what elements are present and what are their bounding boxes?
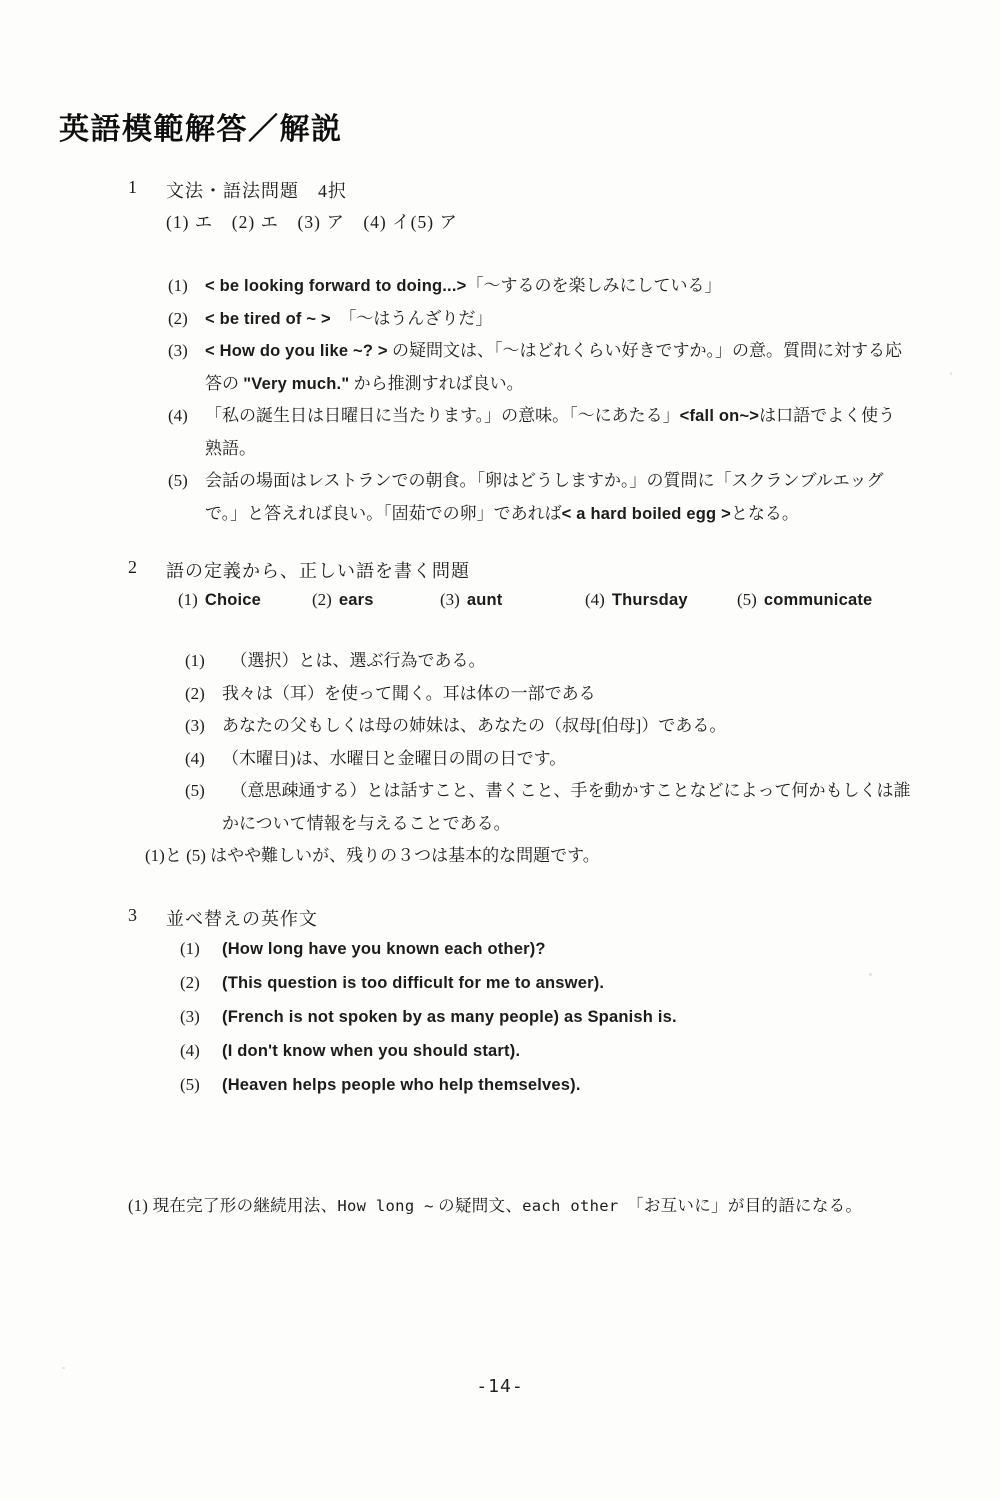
english-phrase: How long ~: [337, 1197, 434, 1215]
item-number: (5): [185, 781, 205, 800]
item-number: (1): [180, 939, 200, 958]
explanation-continuation: [0, 433, 1000, 466]
item-number: (4): [185, 748, 205, 768]
item-number: (1): [178, 590, 198, 609]
footer-note: [128, 1192, 862, 1216]
english-phrase: <fall on~>: [679, 407, 760, 425]
item-number: (5): [168, 471, 188, 490]
japanese-text: あなたの父もしくは母の姉妹は、あなたの（叔母[伯母]）である。: [222, 716, 727, 735]
japanese-text: となる。: [730, 503, 799, 523]
english-sentence: (How long have you known each other)?: [222, 940, 546, 958]
japanese-text: 熟語。: [205, 438, 256, 458]
english-sentence: (This question is too difficult for me to answer).: [222, 974, 605, 992]
item-number: (3): [168, 341, 188, 360]
japanese-text: 「私の誕生日は日曜日に当たります。」の意味。「～にあたる」: [205, 406, 680, 425]
japanese-text: 「～はうんざりだ」: [330, 308, 493, 328]
explanation-item: [0, 303, 1000, 336]
japanese-text: 「お互いに」が目的語になる。: [618, 1196, 863, 1215]
section-3-number: 3: [128, 905, 137, 925]
section-2-number: 2: [128, 557, 137, 577]
section-2-explanations: [0, 645, 1000, 873]
japanese-text: で。」と答えれば良い。「固茹での卵」であれば: [205, 503, 562, 523]
explanation-item: [0, 335, 1000, 368]
answer-item: [440, 590, 502, 610]
section-1-answer-line: (1) エ (2) エ (3) ア (4) イ(5) ア: [166, 212, 458, 232]
japanese-text: 「～するのを楽しみにしている」: [466, 276, 722, 295]
section-1-explanations: [0, 270, 1000, 530]
japanese-text: （選択）とは、選ぶ行為である。: [222, 651, 486, 670]
section-2-heading: 語の定義から、正しい語を書く問題: [166, 561, 470, 581]
answer-sentence-row: [0, 932, 1000, 966]
japanese-text: から推測すれば良い。: [349, 373, 524, 393]
explanation-item: [0, 710, 1000, 743]
japanese-text: の疑問文は、「～はどれくらい好きですか。」の意。質問に対する応: [387, 341, 902, 360]
answer-item: [178, 590, 261, 610]
english-phrase: < be looking forward to doing...>: [205, 277, 467, 295]
item-number: (2): [185, 683, 205, 703]
japanese-text: かについて情報を与えることである。: [222, 813, 511, 833]
english-phrase: "Very much.": [243, 374, 350, 393]
item-number: (1): [185, 651, 205, 670]
japanese-text: 会話の場面はレストランでの朝食。「卵はどうしますか。」の質問に「スクランブルエッグ: [205, 471, 884, 490]
japanese-text: は口語でよく使う: [759, 406, 896, 425]
item-number: (4): [180, 1041, 200, 1060]
english-phrase: < How do you like ~? >: [205, 342, 388, 360]
scan-speck: [62, 1367, 65, 1369]
item-number: (3): [440, 590, 460, 609]
explanation-item: [0, 465, 1000, 498]
item-number: (2): [312, 590, 332, 609]
english-phrase: < a hard boiled egg >: [561, 504, 731, 523]
explanation-continuation: [0, 368, 1000, 401]
japanese-text: の疑問文、: [433, 1196, 523, 1215]
english-sentence: (I don't know when you should start).: [222, 1042, 521, 1060]
explanation-item: [0, 678, 1000, 711]
item-number: (1): [128, 1196, 149, 1215]
english-phrase: each other: [522, 1197, 619, 1215]
answer-item: [585, 590, 688, 610]
answer-sentence-row: [0, 1000, 1000, 1034]
page-title: 英語模範解答／解説: [59, 113, 343, 146]
item-number: (1): [168, 276, 188, 295]
english-sentence: (French is not spoken by as many people) as Spanish is.: [222, 1008, 677, 1026]
explanation-item: [0, 645, 1000, 678]
explanation-item: [0, 743, 1000, 776]
answer-sentence-row: [0, 1034, 1000, 1068]
english-sentence: (Heaven helps people who help themselves).: [222, 1076, 581, 1094]
section-3-heading: 並べ替えの英作文: [166, 909, 318, 929]
answer-word: communicate: [763, 591, 873, 609]
section-1-number: 1: [128, 177, 137, 197]
japanese-text: （木曜日)は、水曜日と金曜日の間の日です。: [222, 748, 567, 768]
japanese-text: 我々は（耳）を使って聞く。耳は体の一部である: [222, 683, 596, 703]
explanation-continuation: [0, 498, 1000, 531]
answer-item: [312, 590, 374, 610]
japanese-text: 現在完了形の継続用法、: [152, 1196, 338, 1215]
item-number: (2): [168, 308, 188, 328]
scan-speck: [869, 973, 872, 976]
japanese-text: （意思疎通する）とは話すこと、書くこと、手を動かすことなどによって何かもしくは誰: [222, 781, 911, 800]
explanation-item: [0, 775, 1000, 808]
section-3-answers: [0, 932, 1000, 1102]
item-number: (5): [180, 1075, 200, 1094]
answer-item: [737, 590, 872, 610]
answer-sentence-row: [0, 966, 1000, 1000]
item-number: (4): [585, 590, 605, 609]
explanation-item: [0, 400, 1000, 433]
japanese-text: 答の: [205, 373, 244, 393]
answer-word: ears: [338, 591, 374, 609]
item-number: (3): [185, 716, 205, 735]
explanation-item: [0, 270, 1000, 303]
english-phrase: < be tired of ~ >: [205, 309, 331, 328]
item-number: (2): [180, 973, 200, 992]
answer-word: Choice: [204, 591, 262, 609]
section-1-heading: 文法・語法問題 4択: [166, 181, 347, 201]
page-number: -14-: [476, 1376, 524, 1397]
scan-speck: [950, 372, 952, 375]
answer-sentence-row: [0, 1068, 1000, 1102]
explanation-continuation: [0, 808, 1000, 841]
section-2-answer-row: [0, 590, 1000, 616]
japanese-text: (1)と (5) はやや難しいが、残りの３つは基本的な問題です。: [145, 846, 600, 865]
item-number: (4): [168, 406, 188, 425]
answer-word: aunt: [466, 591, 503, 609]
section-2-note: [0, 840, 1000, 873]
item-number: (3): [180, 1007, 200, 1026]
answer-word: Thursday: [611, 591, 688, 609]
item-number: (5): [737, 590, 757, 609]
